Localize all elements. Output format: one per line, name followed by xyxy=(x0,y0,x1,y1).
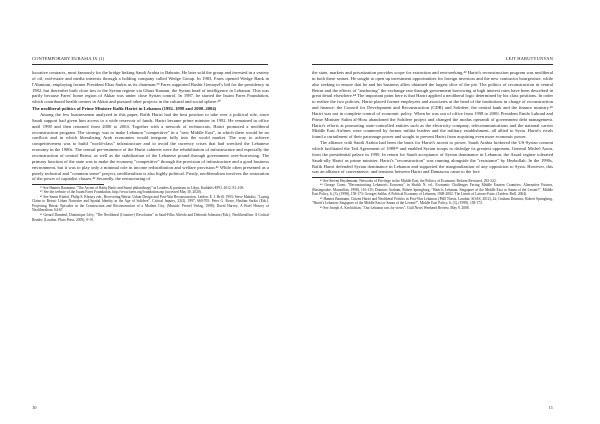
page-body xyxy=(32,70,269,222)
footnote: ⁴² Gerard Duménil, Dominique Lévy, "The Neoliberal (Counter-) Revolution" in Saad-Filho Alfredo and Deborah Johnston (Eds.), NeoliberalIsm: A Critical Reader, (London: Pluto Press, 2005), 9-19. xyxy=(32,213,269,222)
footnote: ³⁹ See Hannes Baumann, "The Ascent of Rafiq Hariri and Sunni philanthropy" in Leaders & partisans in Libya, Kaddafis-EPO, 2012, 81–106. xyxy=(40,185,245,190)
running-header xyxy=(312,56,553,65)
footnote-divider xyxy=(32,184,104,185)
footnote: ⁴⁶ See Joseph A. Kechichian, "Our Lebanon was for views", Gulf News Weekend Review, May 9, 2008. xyxy=(320,205,470,210)
footnote-divider xyxy=(312,177,384,178)
page-number: 11 xyxy=(548,405,553,410)
body-paragraph: lucrative contracts, most famously for the bridge linking Saudi Arabia to Bahrain. He later sold the group and invested in a variety of oil, real-estate and media interests through a holding company called Wedge Group. In 1983, Fares opened Wedge Bank in l'Ahmiran, employing former President Elias Sarkis as its chairman.³⁹ Fares supported Bashir Gemayel's bid for the presidency in 1982, but thereafter built close ties to the Syrian regime via Ghazi Kanaan, the Syrian head of intelligence in Lebanon. This was partly because Fares' home region of Akkar was under close Syrian control. In 1987, he started the Issam Fares Foundation, which contributed health centres in Akkar and pursued other projects in the cultural and social sphere.⁴⁰ xyxy=(32,70,270,105)
footnote: ⁴¹ See Samir Khalaf, Philip S. Khoury eds., Recovering Beirut: Urban Design and Post-War Reconstruction, Leiden: E. J. Brill, 1993; Steve Makdisi, "Laying Claim to Beirut: Urban Narrative and Spatial Identity in the Age of Solidere", Critical Inquiry, 23(3), 1997, 660-705; Peter G. Rowe, Hashim Sarkis (Eds.), Projecting Beirut: Episodes in the Construction and Reconstruction of a Modern City, (Munich: Prestel Verlag, 1998); David Harvey, A Brief History of Neoliberalism, 64-67. xyxy=(32,194,269,213)
page-number: 10 xyxy=(32,405,37,410)
footnote: ⁴⁰ See the website of the Issam Fares Foundation, http://www.fares.org/foundation.asp (accessed May 30, 2020). xyxy=(40,190,202,195)
body-paragraph: The alliance with Saudi Arabia had been the basis for Hariri's ascent to power. Saudi Arabia brokered the US-Syrian consent which facilitated the Taif Agreement of 1989⁴⁶ and enabled Syrian troops to dislodge its greatest opponent, General Michel Aoun, from the presidential palace in 1990. In return for Saudi acceptance of Syrian dominance in Lebanon, the Assad regime tolerated Saudi-ally Hariri as prime minister. Hariri's "reconstruction" was running alongside the "resistance" by Hezbollah. In the 1990s, Rafik Hariri defended Syrian dominance in Lebanon and supported the marginalization of any opposition to Syria. However, this was an alliance of convenience, and tensions between Hariri and Damascus came to the fore xyxy=(312,140,553,175)
footnote: ⁴⁵ Hannes Baumann, Citizen Hariri and Neoliberal Politics in Post-War Lebanon, (PhD Thesis, London: SOAS, 2012), 42; Graham Dominic, Robert Springborg, "Hariri's Lebanon: Singapore of the Middle East or Sanaa of the Levant?", Middle East Policy, 6, (3), (1998), 158-173. xyxy=(312,196,553,206)
section-heading: The neoliberal politics of Prime Minister Rafik Hariri in Lebanon (1992–1998 and 2000–2004) xyxy=(32,105,217,111)
body-paragraph: Among the few businessmen analyzed in this paper, Rafik Hariri had the best position to take over a political role, since Saudi support had given him access to a wide reservoir of funds. Hariri became prime minister in 1992. He remained in office until 1998 and then returned from 2000 to 2004. Together with a network of technocrats, Hariri promoted a neoliberal reconstruction program. The strategy was to make Lebanon "competitive" in a "new Middle East", in which there would be no conflicts and in which liberalizing Arab economies would integrate fully into the world market. The way to achieve competitiveness was to build "world-class" infrastructure and to avoid the currency crises that had wrecked the Lebanese economy in the 1980s. The central pre-eminence of the Hariri cabinets were the rehabilitation of infrastructure and especially the reconstruction of central Beirut, as well as the stabilization of the Lebanese pound through government over-borrowing. The primary function of the state was to make the economy "competitive" through the provision of infrastructure and a good business environment, but it was to play only a minimal role in income redistribution and welfare provision.⁴¹ While often presented as a purely technical and "common sense" project, neoliberalism is also highly political. Firstly, neoliberalism involves the restoration of the power of capitalist classes.⁴² Secondly, the restructuring of xyxy=(32,112,269,182)
right-page xyxy=(300,0,600,424)
body-paragraph: the state, markets and privatization provides scope for extraction and rent-seeking.⁴³ Hariri's reconstruction program was neoliberal in both these senses. He sought to open up investment opportunities for foreign investors and the new contractor bourgeoisie, while also seeking to ensure that he and his business allies obtained the largest slice of the pie. The politics of reconstruction in central Beirut and the effects of "anchoring" the exchange rate through government borrowing at high interest rates have been described in great detail elsewhere.⁴⁴ The important point here is that Hariri applied a neoliberal logic determined by his class positions. In order to realize the two policies, Hariri placed former employees and associates at the head of the institutions in charge of reconstruction and finance: the Council for Development and Reconstruction (CDR) and Solidere, the central bank and the finance ministry.⁴⁵ Hariri was not in complete control of economic policy. When he was out of office from 1998 to 2000, President Emile Lahoud and Prime Minister Salim al-Hoss abandoned the Solidere project and changed the modus operandi of government debt management. Hariri's efforts at promoting state-controlled entities such as the electricity company, telecommunications and the national carrier Middle East Airlines were countered by former militia leaders and the military establishment, all allied to Syria. Hariri's rivals found a curtailment of their patronage power and sought to prevent Hariri from acquiring even more economic power. xyxy=(312,70,553,140)
footnote: ⁴³ See Steven Heydemann, Networks of Privilege in the Middle East: the Politics of Economic Reform Revisited, 292-322. xyxy=(320,178,497,183)
running-header xyxy=(32,56,268,65)
header-author: LEJT HARUTYUNYAN xyxy=(505,56,553,61)
footnote: ⁴⁴ George Corm, "Reconstructing Lebanon's Economy" in Shafik N. ed., Economic Challenges Facing Middle Eastern Countries: Alternative Futures, (Basingstoke: Macmillan, 1998), 116-135; Dominic Graham, Robert Springborg, "Hariri's Lebanon: Singapore of the Middle East or Sanaa of the Levant?", Middle East Policy, 6, (3), (1998), 158-173; Georges Saliba, A Political Economy of Lebanon, 1948-2002: The Limits of Laissez-Faire, (Leiden: Brill, 2004). xyxy=(312,183,553,197)
journal-title: CONTEMPORARY EURASIA IX (1) xyxy=(32,56,105,61)
page-body xyxy=(312,70,553,211)
